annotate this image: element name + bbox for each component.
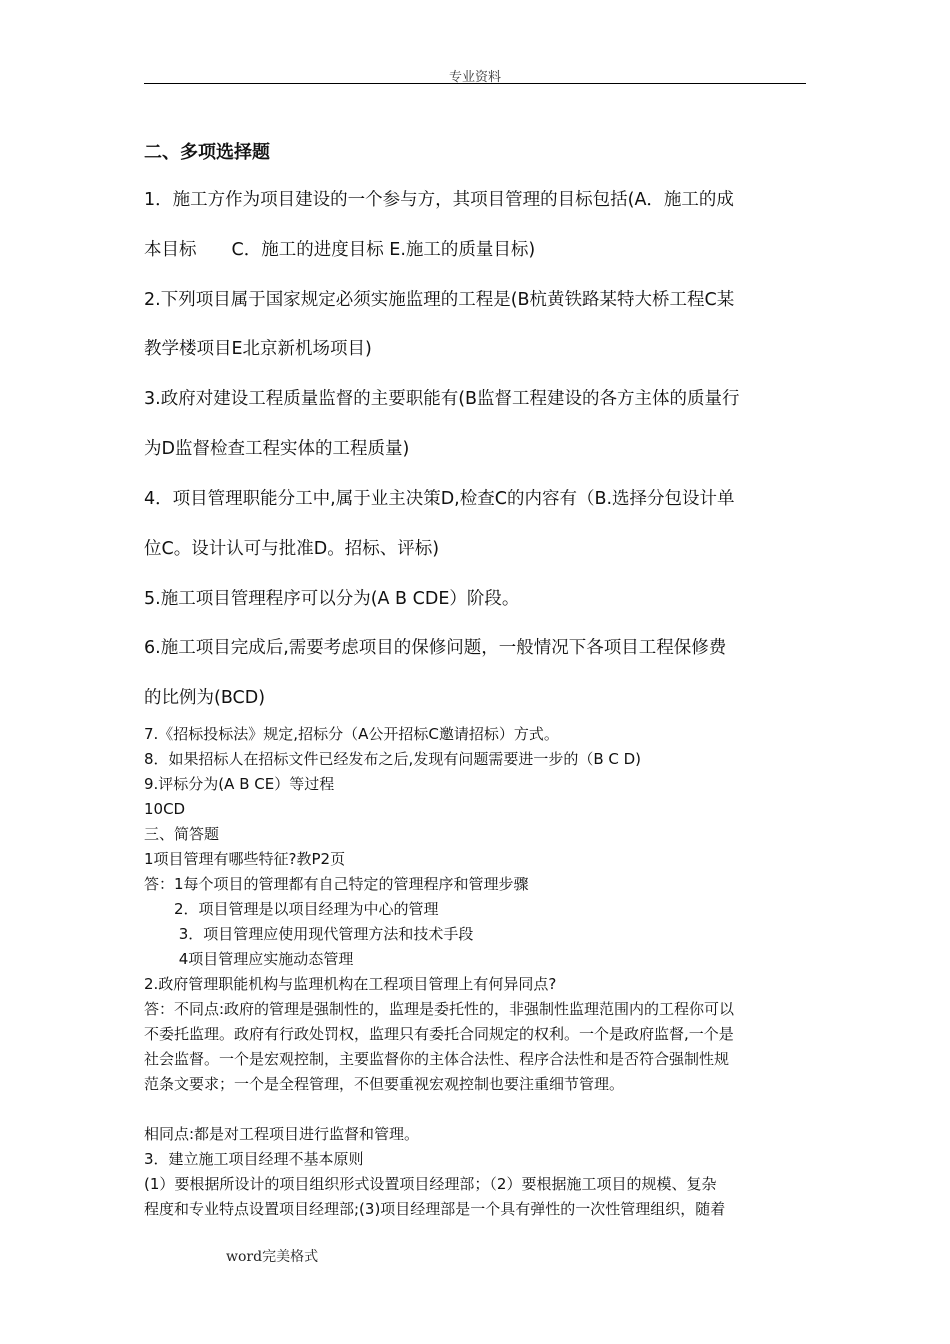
small-text-block xyxy=(144,722,808,1222)
text-line: 答：1每个项目的管理都有自己特定的管理程序和管理步骤 xyxy=(144,875,529,893)
paragraph-line: 6.施工项目完成后,需要考虑项目的保修问题，一般情况下各项目工程保修费 xyxy=(144,638,727,658)
text-line: 10CD xyxy=(144,800,186,818)
text-line: 4项目管理应实施动态管理 xyxy=(144,950,354,968)
paragraph-line: 3.政府对建设工程质量监督的主要职能有(B监督工程建设的各方主体的质量行 xyxy=(144,389,740,409)
text-line: 9.评标分为(A B CE）等过程 xyxy=(144,775,335,793)
text-line: 程度和专业特点设置项目经理部;(3)项目经理部是一个具有弹性的一次性管理组织，随着 xyxy=(144,1200,726,1218)
section-title-multiple-choice: 二、多项选择题 xyxy=(144,142,270,163)
paragraph-line: 5.施工项目管理程序可以分为(A B CDE）阶段。 xyxy=(144,589,520,609)
page-header: 专业资料 xyxy=(448,70,501,85)
paragraph-line: 1．施工方作为项目建设的一个参与方，其项目管理的目标包括(A．施工的成 xyxy=(144,190,734,210)
text-line: 2.政府管理职能机构与监理机构在工程项目管理上有何异同点? xyxy=(144,975,557,993)
text-line: 相同点:都是对工程项目进行监督和管理。 xyxy=(144,1125,420,1143)
paragraph-line: 本目标 C．施工的进度目标 E.施工的质量目标) xyxy=(144,240,536,260)
paragraph-line: 的比例为(BCD) xyxy=(144,688,266,708)
page-footer: word完美格式 xyxy=(226,1249,319,1265)
paragraph-line: 为D监督检查工程实体的工程质量) xyxy=(144,439,410,459)
text-line: 2．项目管理是以项目经理为中心的管理 xyxy=(144,900,439,918)
text-line: 社会监督。一个是宏观控制，主要监督你的主体合法性、程序合法性和是否符合强制性规 xyxy=(144,1050,730,1068)
blank-line xyxy=(144,1097,808,1122)
paragraph-line: 4．项目管理职能分工中,属于业主决策D,检查C的内容有（B.选择分包设计单 xyxy=(144,489,735,509)
text-line: 7.《招标投标法》规定,招标分（A公开招标C邀请招标）方式。 xyxy=(144,725,559,743)
text-line: 1项目管理有哪些特征?教P2页 xyxy=(144,850,346,868)
header-rule xyxy=(144,83,806,84)
text-line: 3．项目管理应使用现代管理方法和技术手段 xyxy=(144,925,474,943)
paragraph-line: 2.下列项目属于国家规定必须实施监理的工程是(B杭黄铁路某特大桥工程C某 xyxy=(144,290,735,310)
paragraph-line: 位C。设计认可与批准D。招标、评标) xyxy=(144,539,440,559)
text-line: 不委托监理。政府有行政处罚权，监理只有委托合同规定的权利。一个是政府监督,一个是 xyxy=(144,1025,734,1043)
text-line: 8．如果招标人在招标文件已经发布之后,发现有问题需要进一步的（B C D) xyxy=(144,750,642,768)
paragraph-line: 教学楼项目E北京新机场项目) xyxy=(144,339,372,359)
text-line: 答：不同点:政府的管理是强制性的，监理是委托性的，非强制性监理范围内的工程你可以 xyxy=(144,1000,735,1018)
text-line: (1）要根据所设计的项目组织形式设置项目经理部；（2）要根据施工项目的规模、复杂 xyxy=(144,1175,717,1193)
section-title-short-answer: 三、简答题 xyxy=(144,825,220,843)
text-line: 3．建立施工项目经理不基本原则 xyxy=(144,1150,364,1168)
text-line: 范条文要求；一个是全程管理，不但要重视宏观控制也要注重细节管理。 xyxy=(144,1075,625,1093)
